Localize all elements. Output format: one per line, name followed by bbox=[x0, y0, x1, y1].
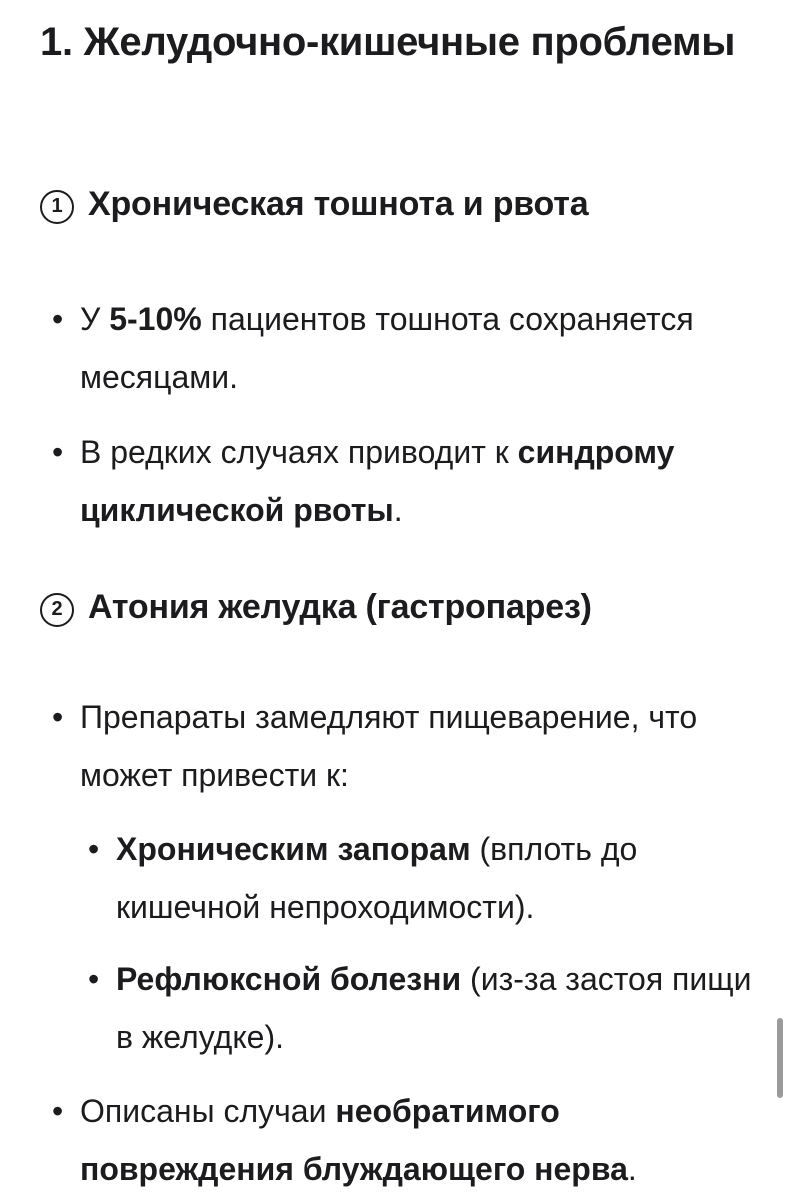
scrollbar-thumb[interactable] bbox=[777, 1018, 783, 1098]
bullet-icon: • bbox=[52, 699, 64, 735]
bullet-icon: • bbox=[52, 301, 64, 337]
list-item: • Хроническим запорам (вплоть до кишечной непроходимости). bbox=[116, 820, 766, 936]
subsection-2-title: Атония желудка (гастропарез) bbox=[88, 588, 592, 626]
list-item: • У 5-10% пациентов тошнота сохраняется месяцами. bbox=[80, 290, 770, 406]
list-item: • В редких случаях приводит к синдрому циклической рвоты. bbox=[80, 423, 770, 539]
subsection-2-heading bbox=[40, 585, 592, 629]
circled-number-2: 2 bbox=[40, 593, 74, 627]
subsection-1-title: Хроническая тошнота и рвота bbox=[88, 185, 589, 223]
circled-number-1: 1 bbox=[40, 190, 74, 224]
section-heading: 1. Желудочно-кишечные проблемы bbox=[40, 20, 736, 64]
bullet-icon: • bbox=[52, 434, 64, 470]
bullet-icon: • bbox=[88, 961, 100, 997]
list-item: • Препараты замедляют пищеварение, что может привести к: bbox=[80, 688, 770, 804]
list-item: • Описаны случаи необратимого повреждения блуждающего нерва. bbox=[80, 1082, 770, 1198]
list-item: • Рефлюксной болезни (из-за застоя пищи в желудке). bbox=[116, 950, 766, 1066]
bullet-icon: • bbox=[88, 831, 100, 867]
bullet-icon: • bbox=[52, 1093, 64, 1129]
subsection-1-heading bbox=[40, 182, 588, 226]
